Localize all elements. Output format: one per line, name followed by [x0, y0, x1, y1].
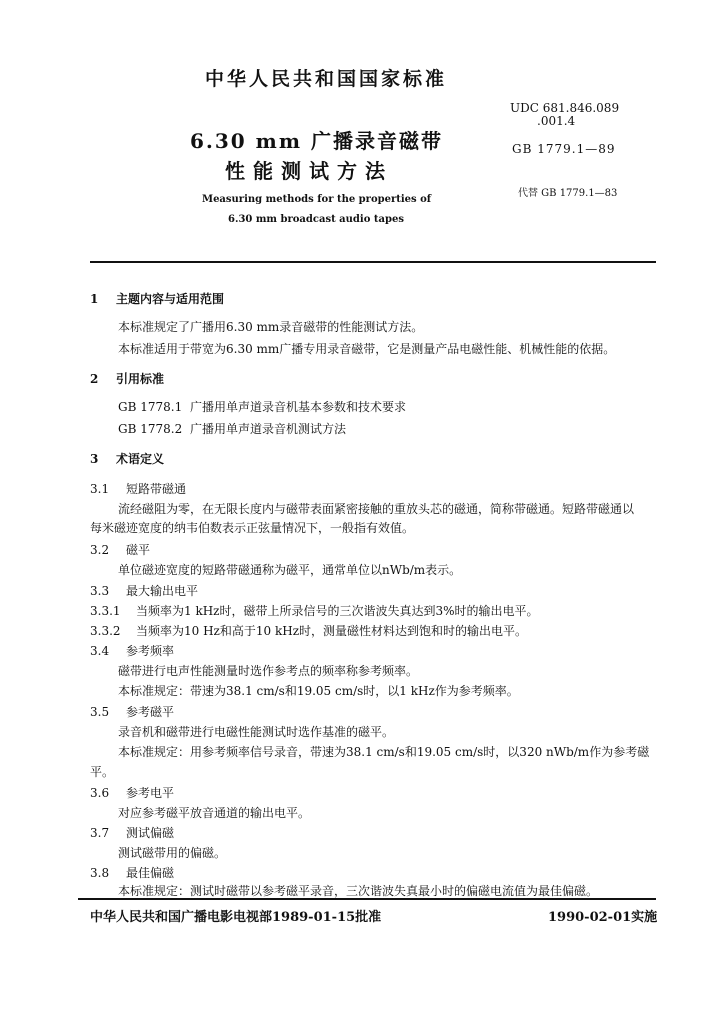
term-number: 3.6 [90, 786, 110, 800]
term-3-4-text-1: 磁带进行电声性能测量时选作参考点的频率称参考频率。 [118, 664, 419, 678]
term-number: 3.8 [90, 866, 110, 880]
approval-statement: 中华人民共和国广播电影电视部1989-01-15批准 [90, 910, 382, 925]
term-3-1-text-1: 流经磁阻为零，在无限长度内与磁带表面紧密接触的重放头芯的磁通，简称带磁通。短路带磁通以 [118, 502, 635, 516]
document-title-line1: 6.30 mm 广播录音磁带 [190, 129, 443, 153]
term-title: 参考磁平 [126, 705, 175, 719]
term-3-3-2 [90, 622, 527, 639]
section-1-paragraph-1: 本标准规定了广播用6.30 mm录音磁带的性能测试方法。 [118, 320, 424, 334]
section-number: 3 [90, 452, 99, 466]
section-title: 术语定义 [116, 452, 165, 466]
term-3-6-heading [90, 784, 174, 801]
term-title: 参考频率 [126, 644, 175, 658]
term-3-5-heading [90, 703, 174, 720]
effective-date: 1990-02-01实施 [548, 910, 658, 925]
reference-item [118, 420, 346, 437]
reference-item [118, 398, 406, 415]
reference-text: 广播用单声道录音机基本参数和技术要求 [190, 400, 407, 414]
footer-divider [78, 898, 656, 900]
term-number: 3.2 [90, 543, 110, 557]
term-3-1-text-2: 每米磁迹宽度的纳韦伯数表示正弦量情况下，一般指有效值。 [90, 521, 415, 535]
term-title: 最大输出电平 [126, 584, 199, 598]
term-title: 参考电平 [126, 786, 175, 800]
term-3-7-heading [90, 824, 174, 841]
term-3-4-text-2: 本标准规定：带速为38.1 cm/s和19.05 cm/s时，以1 kHz作为参考频率。 [118, 684, 519, 698]
section-number: 1 [90, 292, 99, 306]
term-text: 当频率为1 kHz时，磁带上所录信号的三次谐波失真达到3%时的输出电平。 [136, 604, 539, 618]
reference-code: GB 1778.2 [118, 422, 183, 436]
term-3-8-heading [90, 864, 174, 881]
term-title: 磁平 [126, 543, 151, 557]
term-title: 测试偏磁 [126, 826, 175, 840]
term-3-2-heading [90, 541, 150, 558]
udc-code: UDC 681.846.089 [510, 101, 620, 115]
gb-number: GB 1779.1—89 [512, 142, 616, 156]
term-3-7-text: 测试磁带用的偏磁。 [118, 846, 227, 860]
term-text: 当频率为10 Hz和高于10 kHz时，测量磁性材料达到饱和时的输出电平。 [136, 624, 528, 638]
term-3-1-heading [90, 480, 186, 497]
term-number: 3.1 [90, 482, 110, 496]
standard-name: 中华人民共和国国家标准 [205, 68, 448, 90]
term-3-5-text-3: 平。 [90, 765, 115, 779]
section-title: 主题内容与适用范围 [116, 292, 225, 306]
term-number: 3.3 [90, 584, 110, 598]
term-3-3-heading [90, 582, 198, 599]
section-2-heading [90, 370, 164, 387]
replaces-note: 代替 GB 1779.1—83 [518, 188, 618, 199]
term-3-5-text-1: 录音机和磁带进行电磁性能测试时选作基准的磁平。 [118, 725, 395, 739]
term-3-4-heading [90, 642, 174, 659]
udc-code-sub: .001.4 [537, 114, 576, 128]
term-3-5-text-2: 本标准规定：用参考频率信号录音，带速为38.1 cm/s和19.05 cm/s时，以320 nWb/m作为参考磁 [118, 745, 650, 759]
term-3-6-text: 对应参考磁平放音通道的输出电平。 [118, 806, 311, 820]
section-number: 2 [90, 372, 99, 386]
term-3-3-1 [90, 602, 539, 619]
reference-code: GB 1778.1 [118, 400, 183, 414]
term-number: 3.5 [90, 705, 110, 719]
section-title: 引用标准 [116, 372, 165, 386]
section-3-heading [90, 450, 164, 467]
document-title-line2: 性能测试方法 [225, 159, 393, 183]
term-3-2-text: 单位磁迹宽度的短路带磁通称为磁平，通常单位以nWb/m表示。 [118, 563, 462, 577]
term-title: 最佳偏磁 [126, 866, 175, 880]
term-number: 3.7 [90, 826, 110, 840]
term-title: 短路带磁通 [126, 482, 187, 496]
section-1-paragraph-2: 本标准适用于带宽为6.30 mm广播专用录音磁带，它是测量产品电磁性能、机械性能的依据。 [118, 342, 616, 356]
term-3-8-text: 本标准规定：测试时磁带以参考磁平录音，三次谐波失真最小时的偏磁电流值为最佳偏磁。 [118, 884, 599, 898]
english-title-line2: 6.30 mm broadcast audio tapes [228, 214, 404, 225]
term-number: 3.3.1 [90, 604, 121, 618]
header-divider [90, 261, 656, 263]
reference-text: 广播用单声道录音机测试方法 [190, 422, 347, 436]
english-title-line1: Measuring methods for the properties of [202, 194, 432, 205]
term-number: 3.4 [90, 644, 110, 658]
term-number: 3.3.2 [90, 624, 121, 638]
section-1-heading [90, 290, 224, 307]
